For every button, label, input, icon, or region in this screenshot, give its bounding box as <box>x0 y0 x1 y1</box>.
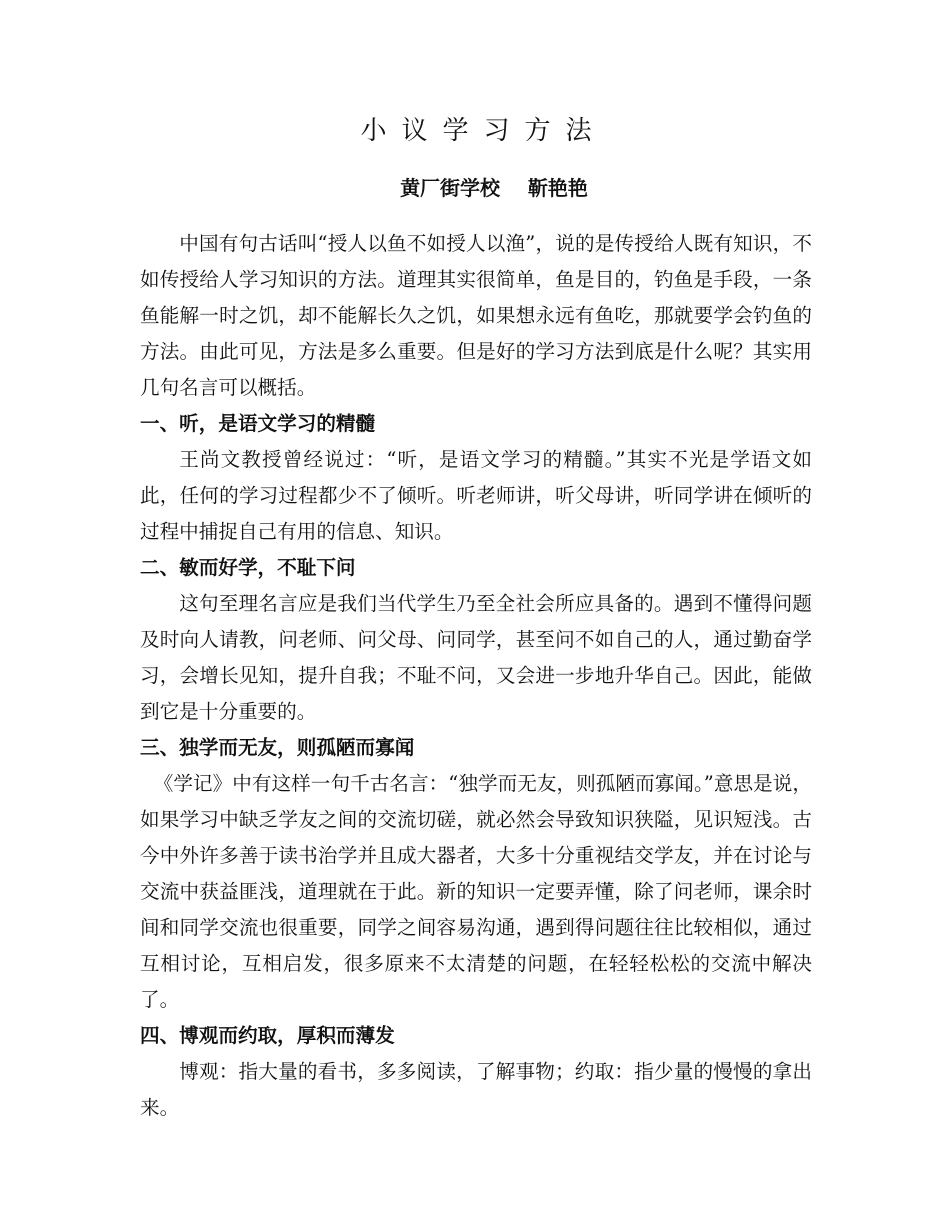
section-heading-1: 一、听，是语文学习的精髓 <box>140 412 376 435</box>
section-body-1: 王尚文教授曾经说过：“听，是语文学习的精髓。”其实不光是学语文如此，任何的学习过程都少不了倾听。听老师讲，听父母讲，听同学讲在倾听的过程中捕捉自己有用的信息、知识。 <box>140 448 812 543</box>
section-body-2: 这句至理名言应是我们当代学生乃至全社会所应具备的。遇到不懂得问题及时向人请教，问老师、问父母、问同学，甚至问不如自己的人，通过勤奋学习，会增长见知，提升自我；不耻不问，又会进一步地升华自己。因此，能做到它是十分重要的。 <box>140 592 812 723</box>
section-heading-2: 二、敏而好学，不耻下问 <box>140 556 356 579</box>
section-heading-3: 三、独学而无友，则孤陋而寡闻 <box>140 736 415 759</box>
author-line: 黄厂街学校 靳艳艳 <box>400 176 588 200</box>
intro-paragraph: 中国有句古话叫“授人以鱼不如授人以渔”，说的是传授给人既有知识，不如传授给人学习知识的方法。道理其实很简单，鱼是目的，钓鱼是手段，一条鱼能解一时之饥，却不能解长久之饥，如果想永远有鱼吃，那就要学会钓鱼的方法。由此可见，方法是多么重要。但是好的学习方法到底是什么呢？其实用几句名言可以概括。 <box>140 232 812 399</box>
section-body-4: 博观：指大量的看书，多多阅读，了解事物；约取：指少量的慢慢的拿出来。 <box>140 1060 812 1119</box>
document-title: 小议学习方法 <box>360 116 607 146</box>
section-body-3: 《学记》中有这样一句千古名言：“独学而无友，则孤陋而寡闻。”意思是说，如果学习中缺乏学友之间的交流切磋，就必然会导致知识狭隘，见识短浅。古今中外许多善于读书治学并且成大器者，大多十分重视结交学友，并在讨论与交流中获益匪浅，道理就在于此。新的知识一定要弄懂，除了问老师，课余时间和同学交流也很重要，同学之间容易沟通，遇到得问题往往比较相似，通过互相讨论，互相启发，很多原来不太清楚的问题，在轻轻松松的交流中解决了。 <box>140 772 812 1011</box>
section-heading-4: 四、博观而约取，厚积而薄发 <box>140 1024 395 1047</box>
document-body <box>140 226 812 1126</box>
